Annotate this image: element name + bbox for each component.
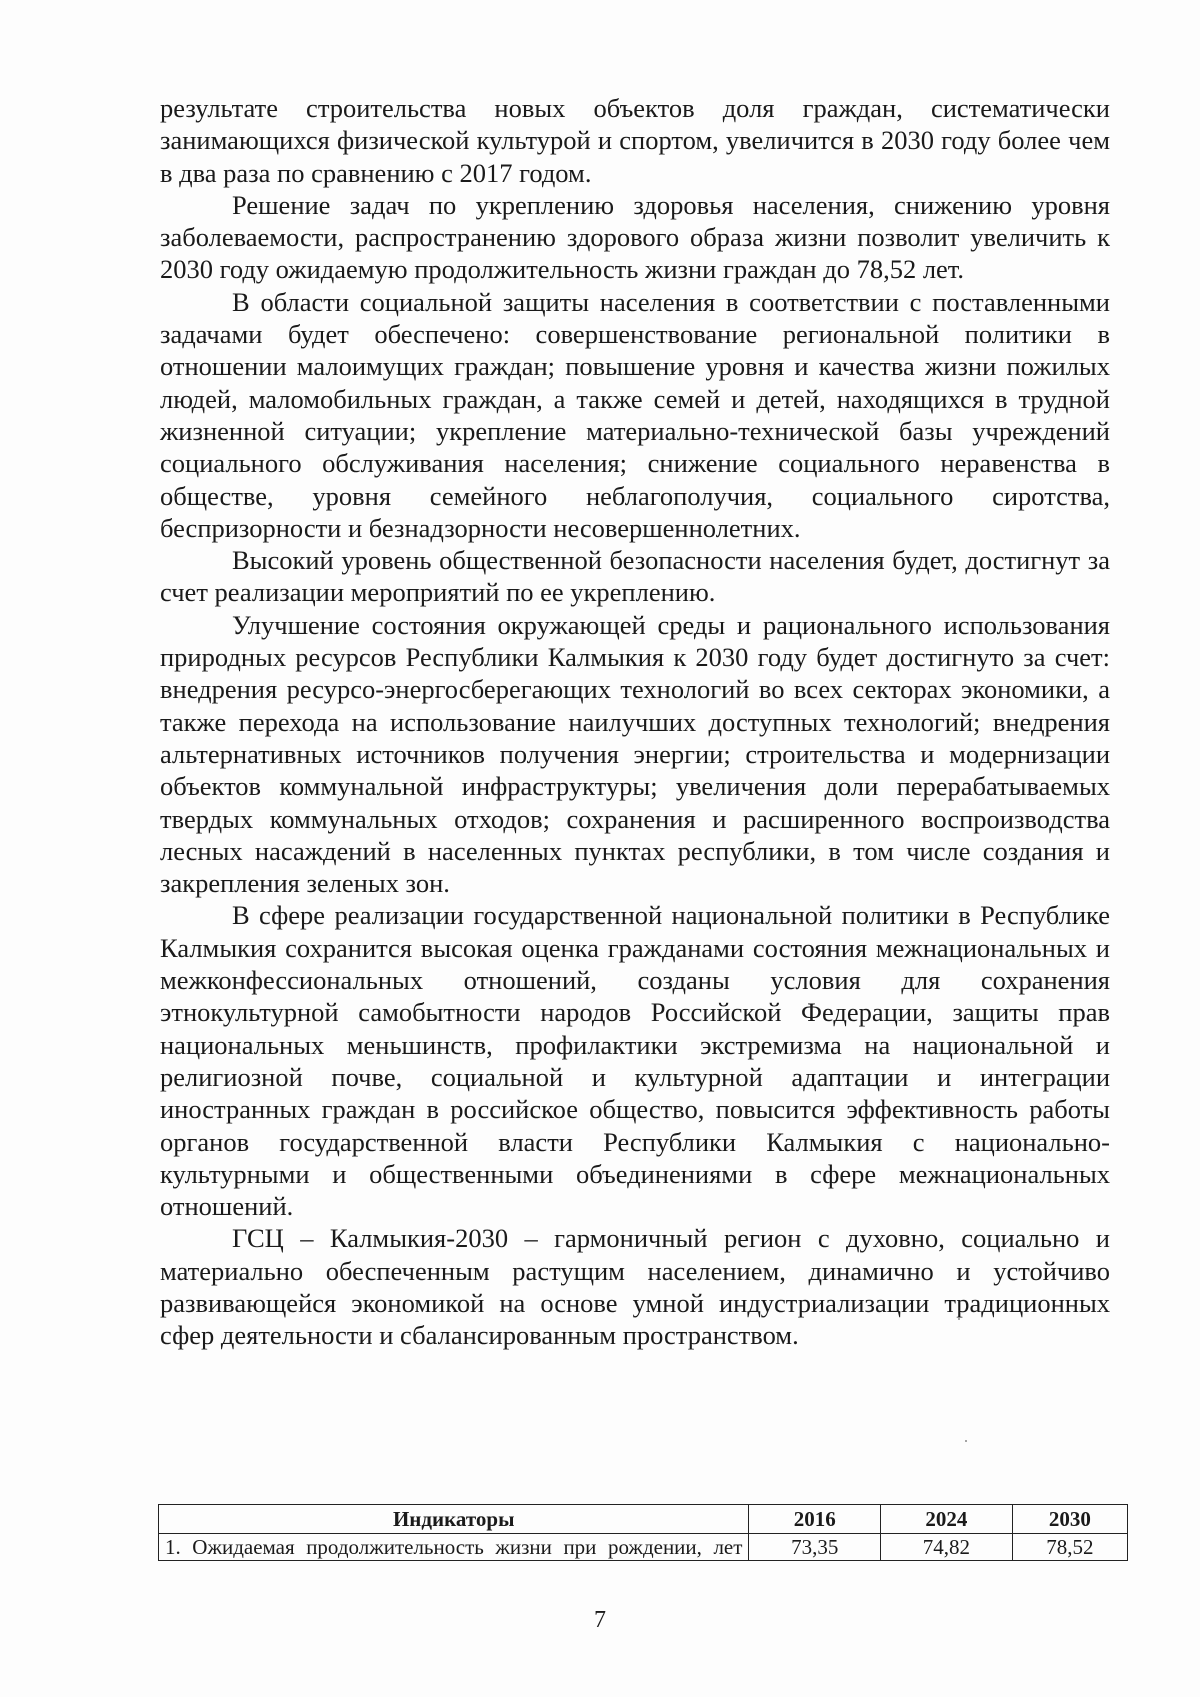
body-text: [160, 92, 1110, 1352]
paragraph-continuation: результате строительства новых объектов доля граждан, систематически занимающихся физической культурой и спортом, увеличится в 2030 году более чем в два раза по сравнению с 2017 годом.: [160, 93, 1110, 188]
indicators-table: [158, 1504, 1128, 1561]
value-2030: 78,52: [1012, 1534, 1127, 1561]
page-number: 7: [594, 1607, 606, 1633]
paragraph-health: Решение задач по укреплению здоровья населения, снижению уровня заболеваемости, распространению здорового образа жизни позволит увеличить к 2030 году ожидаемую продолжительность жизни граждан до 78,52 лет.: [160, 189, 1110, 285]
header-2016: 2016: [749, 1505, 881, 1534]
paragraph-strategic-goal: ГСЦ – Калмыкия-2030 – гармоничный регион с духовно, социально и материально обеспеченным растущим населением, динамично и устойчиво развивающейся экономикой на основе умной индустриализации традиционных сфер деятельности и сбалансированным пространством.: [160, 1223, 1110, 1351]
value-2024: 74,82: [881, 1534, 1013, 1561]
paragraph-environment: Улучшение состояния окружающей среды и рационального использования природных ресурсов Республики Калмыкия к 2030 году будет достигнуто за счет: внедрения ресурсо-энергосберегающих технологий во всех секторах экономики, а также перехода на использование наилучших доступных технологий; внедрения альтернативных источников получения энергии; строительства и модернизации объектов коммунальной инфраструктуры; увеличения доли перерабатываемых твердых коммунальных отходов; сохранения и расширенного воспроизводства лесных насаждений в населенных пунктах республики, в том числе создания и закрепления зеленых зон.: [160, 609, 1110, 899]
table-header-row: [159, 1505, 1128, 1534]
paragraph-social-protection: В области социальной защиты населения в соответствии с поставленными задачами будет обеспечено: совершенствование региональной политики в отношении малоимущих граждан; повышение уровня и качества жизни пожилых людей, маломобильных граждан, а также семей и детей, находящихся в трудной жизненной ситуации; укрепление материально-технической базы учреждений социального обслуживания населения; снижение социального неравенства в обществе, уровня семейного неблагополучия, социального сиротства, беспризорности и безнадзорности несовершеннолетних.: [160, 286, 1110, 543]
scan-speck: [965, 1440, 967, 1442]
paragraph-public-safety: Высокий уровень общественной безопасности населения будет, достигнут за счет реализации мероприятий по ее укреплению.: [160, 545, 1110, 608]
value-2016: 73,35: [749, 1534, 881, 1561]
header-indicators: Индикаторы: [159, 1505, 749, 1534]
table-row: [159, 1534, 1128, 1561]
paragraph-national-policy: В сфере реализации государственной национальной политики в Республике Калмыкия сохранится высокая оценка гражданами состояния межнациональных и межконфессиональных отношений, созданы условия для сохранения этнокультурной самобытности народов Российской Федерации, защиты прав национальных меньшинств, профилактики экстремизма на национальной и религиозной почве, социальной и культурной адаптации и интеграции иностранных граждан в российское общество, повысится эффективность работы органов государственной власти Республики Калмыкия с национально-культурными и общественными объединениями в сфере межнациональных отношений.: [160, 900, 1110, 1222]
indicator-label: 1. Ожидаемая продолжительность жизни при рождении, лет: [159, 1534, 749, 1561]
header-2030: 2030: [1012, 1505, 1127, 1534]
header-2024: 2024: [881, 1505, 1013, 1534]
scan-speck: [958, 1318, 960, 1320]
